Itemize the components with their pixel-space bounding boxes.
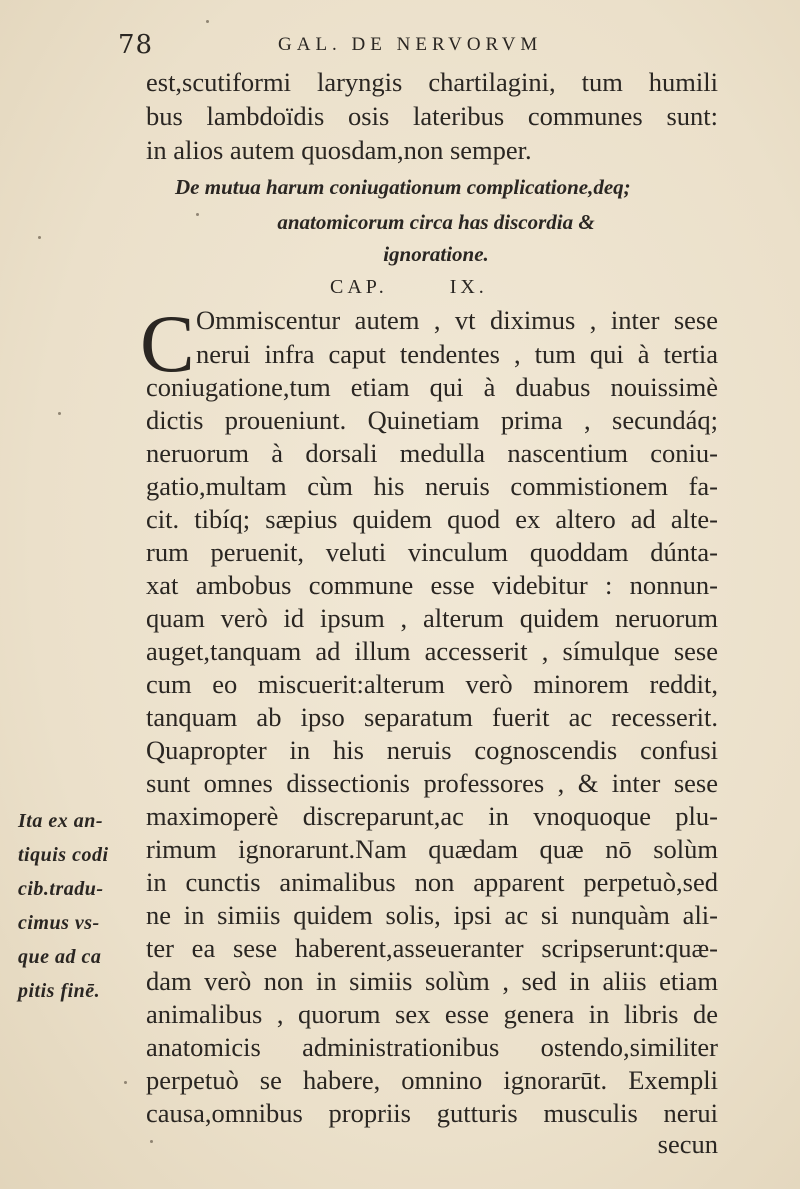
text-line: rum peruenit, veluti vinculum quoddam dúnta-: [146, 537, 718, 567]
marginal-note-line: cimus vs-: [18, 912, 100, 934]
catchword: secun: [657, 1129, 718, 1159]
text-line: auget,tanquam ad illum accesserit , símulque sese: [146, 636, 718, 666]
section-heading-line-1: De mutua harum coniugationum complicatione,deq;: [175, 175, 631, 199]
chapter-word: CAP.: [330, 276, 388, 298]
marginal-note-line: pitis finē.: [18, 980, 101, 1002]
text-line: cum eo miscuerit:alterum verò minorem reddit,: [146, 669, 718, 699]
text-line: cit. tibíq; sæpius quidem quod ex altero ad alte-: [146, 504, 718, 534]
text-line: ter ea sese haberent,asseueranter scripserunt:quæ-: [146, 933, 718, 963]
text-line: coniugatione,tum etiam qui à duabus nouissimè: [146, 372, 718, 402]
drop-cap: C: [140, 298, 195, 389]
text-line: causa,omnibus propriis gutturis musculis nerui: [146, 1098, 718, 1128]
text-line: xat ambobus commune esse videbitur : nonnun-: [146, 570, 718, 600]
marginal-note-line: tiquis codi: [18, 844, 109, 866]
text-line: quam verò id ipsum , alterum quidem neruorum: [146, 603, 718, 633]
text-line: Quapropter in his neruis cognoscendis confusi: [146, 735, 718, 765]
text-line: nerui infra caput tendentes , tum qui à tertia: [196, 339, 718, 369]
text-line: tanquam ab ipso separatum fuerit ac recesserit.: [146, 702, 718, 732]
paper-speck: [196, 213, 199, 216]
running-title: GAL. DE NERVORVM: [278, 34, 543, 55]
text-line: in cunctis animalibus non apparent perpetuò,sed: [146, 867, 718, 897]
text-line: sunt omnes dissectionis professores , & inter sese: [146, 768, 718, 798]
page-header: [118, 30, 718, 60]
text-line: perpetuò se habere, omnino ignorarūt. Exempli: [146, 1065, 718, 1095]
text-line: neruorum à dorsali medulla nascentium coniu-: [146, 438, 718, 468]
text-line: maximoperè discreparunt,ac in vnoquoque plu-: [146, 801, 718, 831]
text-line: rimum ignorarunt.Nam quædam quæ nō solùm: [146, 834, 718, 864]
text-line: Ommiscentur autem , vt diximus , inter sese: [196, 305, 718, 335]
paper-speck: [206, 20, 209, 23]
text-line: dictis proueniunt. Quinetiam prima , secundáq;: [146, 405, 718, 435]
chapter-label: [330, 276, 488, 299]
marginal-note-line: cib.tradu-: [18, 878, 104, 900]
text-line: in alios autem quosdam,non semper.: [146, 135, 532, 165]
marginal-note-line: Ita ex an-: [18, 810, 103, 832]
page-number: 78: [118, 30, 154, 60]
marginal-note-line: que ad ca: [18, 946, 102, 968]
text-line: est,scutiformi laryngis chartilagini, tum humili: [146, 67, 718, 97]
paper-speck: [38, 236, 41, 239]
text-line: animalibus , quorum sex esse genera in libris de: [146, 999, 718, 1029]
paper-speck: [124, 1081, 127, 1084]
paper-speck: [150, 1140, 153, 1143]
chapter-number: IX.: [449, 276, 488, 298]
paper-speck: [58, 412, 61, 415]
section-heading-line-2: anatomicorum circa has discordia & ignoratione.: [277, 210, 595, 266]
text-line: dam verò non in simiis solùm , sed in aliis etiam: [146, 966, 718, 996]
text-line: anatomicis administrationibus ostendo,similiter: [146, 1032, 718, 1062]
text-line: bus lambdoïdis osis lateribus communes sunt:: [146, 101, 718, 131]
text-line: ne in simiis quidem solis, ipsi ac si nunquàm ali-: [146, 900, 718, 930]
text-line: gatio,multam cùm his neruis commistionem fa-: [146, 471, 718, 501]
